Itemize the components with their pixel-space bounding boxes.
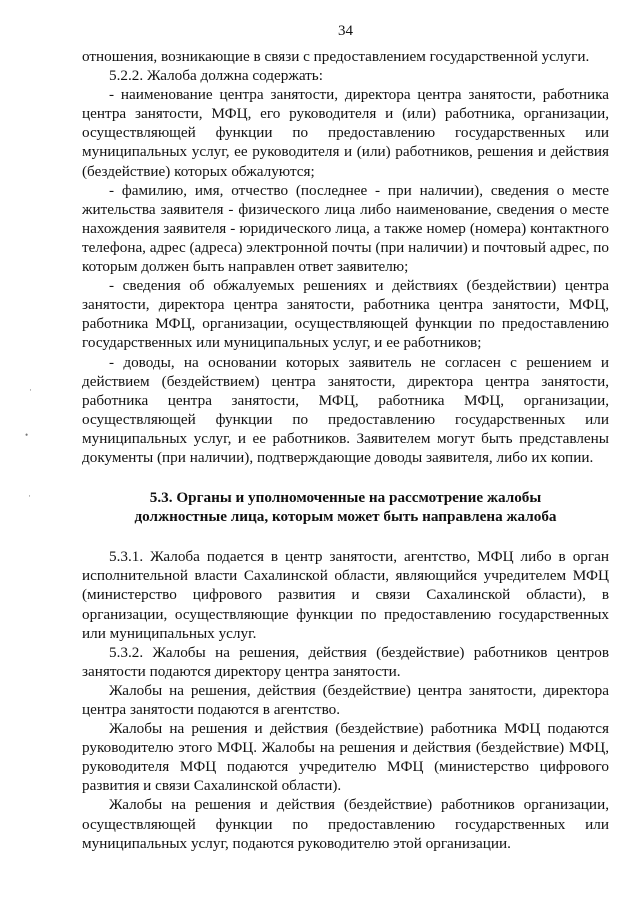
page-number: 34 [338,23,353,39]
list-item-applicant-details: - фамилию, имя, отчество (последнее - при наличии), сведения о месте жительства заявителя - физического лица либо наименование, сведения о месте нахождения заявителя - юридического лица, а также номер (номера) контактного телефона, адрес (адреса) электронной почты (при наличии) и почтовый адрес, по которым должен быть направлен ответ заявителю; [82,181,610,276]
paragraph-continuation: отношения, возникающие в связи с предоставлением государственной услуги. [82,48,590,65]
scan-speck: · [29,385,32,395]
list-item-names: - наименование центра занятости, директора центра занятости, работника центра занятости, МФЦ, его руководителя и (или) работника, организации, осуществляющей функции по предоставлению государственных или муниципальных услуг, ее руководителя и (или) работников, решения и действия (бездействие) которых обжалуются; [82,86,609,180]
scan-speck: • [25,430,29,440]
paragraph-agency-complaints: Жалобы на решения, действия (бездействие) центра занятости, директора центра занятости подаются в агентство. [82,681,609,718]
paragraph-organization-complaints: Жалобы на решения и действия (бездействие) работников организации, осуществляющей функции по предоставлению государственных или муниципальных услуг, подаются руководителю этой организации. [82,796,609,852]
section-heading-line: должностные лица, которым может быть направлена жалоба [134,508,557,526]
section-heading-line: 5.3. Органы и уполномоченные на рассмотрение жалобы [149,489,542,507]
list-item-decisions: - сведения об обжалуемых решениях и действиях (бездействии) центра занятости, директора центра занятости, работника центра занятости, МФЦ, работника МФЦ, организации, осуществляющей функции по предоставлению государственных или муниципальных услуг, и ее работников; [82,277,609,352]
section-heading-5-3 [82,488,609,526]
document-page [82,22,609,853]
paragraph-5-2-2: 5.2.2. Жалоба должна содержать: [109,67,323,85]
paragraph-mfc-complaints: Жалобы на решения и действия (бездействие) работника МФЦ подаются руководителю этого МФЦ. Жалобы на решения и действия (бездействие) МФЦ, руководителя МФЦ подаются учредителю МФЦ (министерство цифрового развития и связи Сахалинской области). [82,720,609,795]
paragraph-5-3-1: 5.3.1. Жалоба подается в центр занятости, агентство, МФЦ либо в орган исполнительной власти Сахалинской области, являющийся учредителем МФЦ (министерство цифрового развития и связи Сахалинской области), в организации, осуществляющие функции по предоставлению государственных или муниципальных услуг. [82,548,609,642]
list-item-arguments: - доводы, на основании которых заявитель не согласен с решением и действием (бездействием) центра занятости, директора центра занятости, работника центра занятости, МФЦ, работника МФЦ, организации, осуществляющей функции по предоставлению государственных или муниципальных услуг, и ее работников. Заявителем могут быть представлены документы (при наличии), подтверждающие доводы заявителя, либо их копии. [82,353,609,466]
scan-speck: · [28,491,31,501]
paragraph-5-3-2: 5.3.2. Жалобы на решения, действия (бездействие) работников центров занятости подаются директору центра занятости. [82,643,609,680]
